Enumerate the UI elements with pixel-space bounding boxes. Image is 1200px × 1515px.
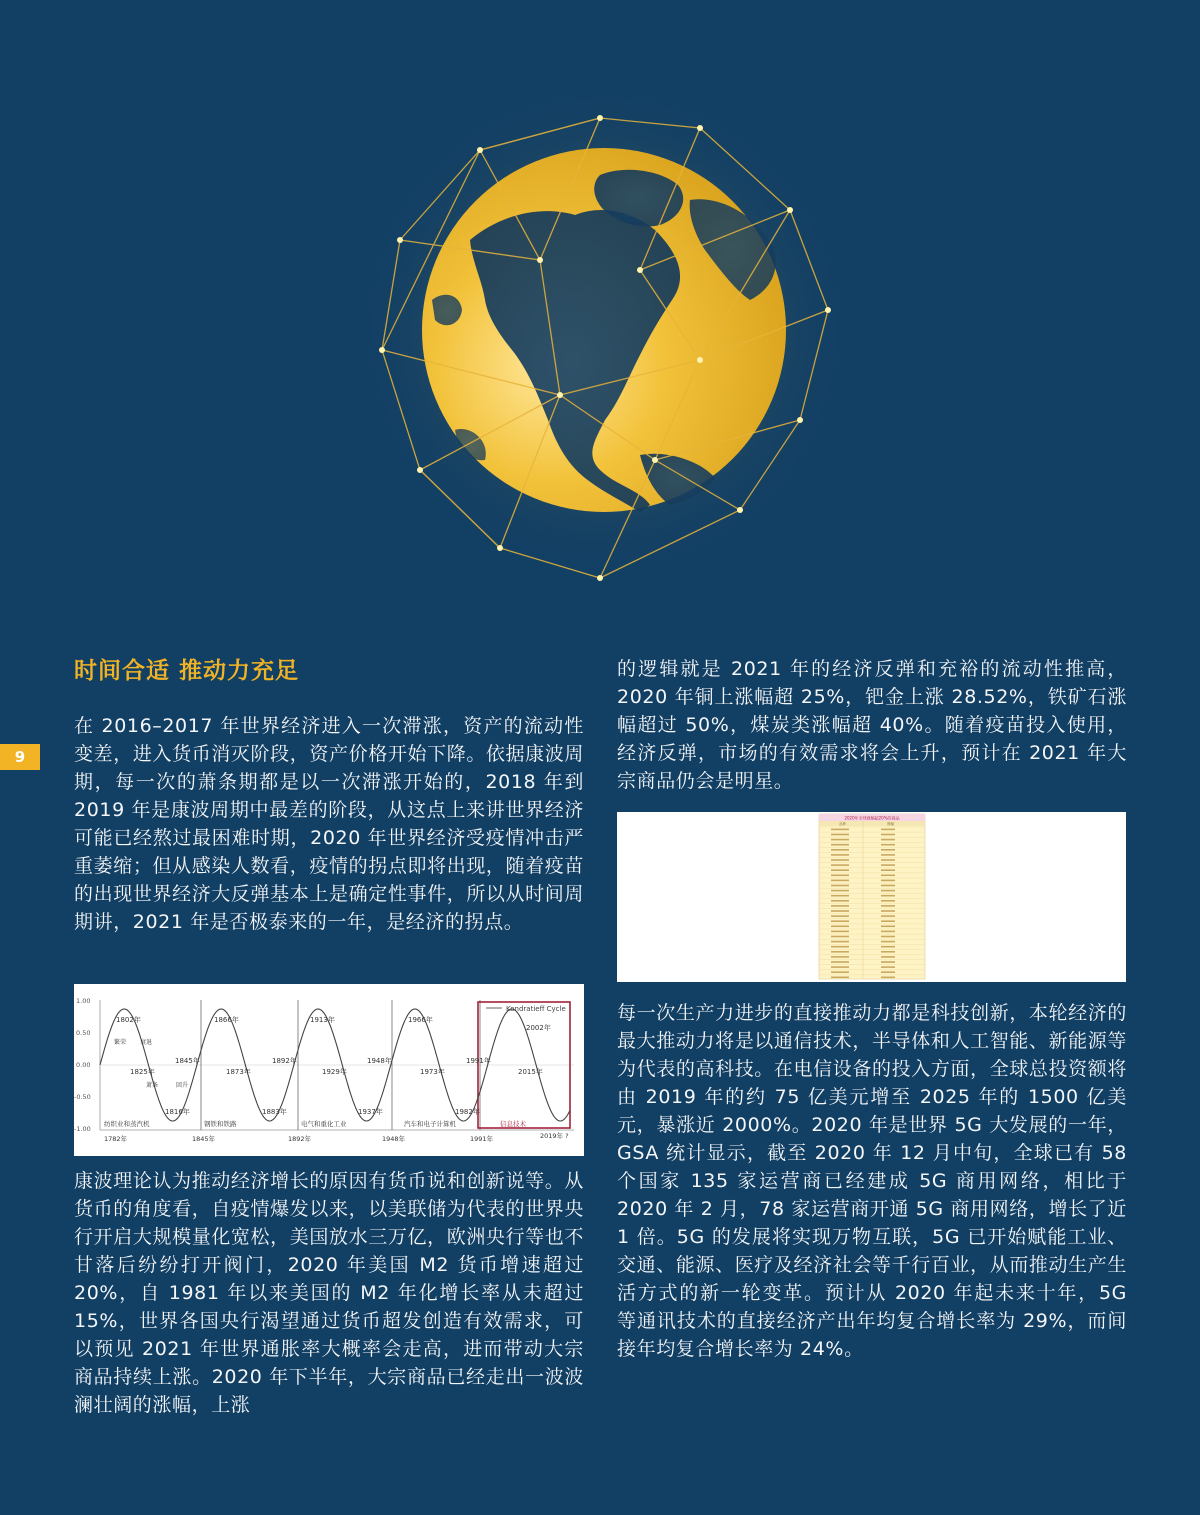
table-cell-mark [881, 869, 895, 871]
table-cell-mark [831, 900, 849, 902]
trough-label: 1982年 [455, 1108, 480, 1116]
table-cell-mark [831, 951, 849, 953]
table-cell-mark [831, 931, 849, 933]
cross-label: 1991年 [466, 1057, 491, 1065]
table-cell-mark [881, 915, 895, 917]
phase-label: 回升 [176, 1082, 189, 1089]
y-tick: -1.00 [74, 1125, 91, 1133]
table-cell-mark [881, 920, 895, 922]
paragraph-tech-innovation: 每一次生产力进步的直接推动力都是科技创新，本轮经济的最大推动力将是以通信技术，半导体和人工智能、新能源等为代表的高科技。在电信设备的投入方面，全球总投资额将由 2019 年的约 75 亿美元增至 2025 年的 1500 亿美元，暴涨近 2000%。2020 年是世界 5G 大发展的一年，GSA 统计显示，截至 2020 年 12 月中旬，全球已有 58 个国家 135 家运营商已经建成 5G 商用网络，相比于 2020 年 2 月，78 家运营商开通 5G 商用网络，增长了近 1 倍。5G 的发展将实现万物互联，5G 已开始赋能工业、交通、能源、医疗及经济社会等千行百业，从而推动生产生活方式的新一轮变革。预计从 2020 年起未来十年，5G 等通讯技术的直接经济产出年均复合增长率为 29%，而间接年均复合增长率为 24%。 [617, 1002, 1127, 1360]
table-cell-mark [831, 971, 849, 973]
era-label: 电气和重化工业 [301, 1120, 347, 1128]
era-label: 钢铁和铁路 [204, 1120, 237, 1128]
table-cell-mark [881, 926, 895, 928]
table-cell-mark [881, 849, 895, 851]
cross-label: 1892年 [272, 1057, 297, 1065]
table-cell-mark [831, 905, 849, 907]
table-header: 品种 [839, 822, 846, 826]
table-cell-mark [831, 844, 849, 846]
table-cell-mark [881, 834, 895, 836]
x-tick: 1892年 [288, 1135, 312, 1143]
legend-label: Kondratieff Cycle [506, 1005, 566, 1013]
table-cell-mark [831, 890, 849, 892]
y-tick: -0.50 [74, 1093, 91, 1101]
page-number: 9 [0, 744, 40, 770]
phase-label: 萧条 [146, 1082, 159, 1089]
table-cell-mark [881, 859, 895, 861]
peak-label: 1802年 [116, 1016, 141, 1024]
table-cell-mark [831, 864, 849, 866]
table-cell-mark [831, 869, 849, 871]
table-header: 涨幅 [887, 822, 894, 826]
table-cell-mark [831, 915, 849, 917]
cross-label: 1929年 [322, 1068, 347, 1076]
table-cell-mark [881, 875, 895, 877]
table-cell-mark [881, 890, 895, 892]
trough-label: 1883年 [262, 1108, 287, 1116]
peak-label: 1966年 [408, 1016, 433, 1024]
cross-label: 2015年 [518, 1068, 543, 1076]
table-cell-mark [881, 829, 895, 831]
table-cell-mark [881, 951, 895, 953]
era-label: 纺织业和蒸汽机 [104, 1120, 150, 1128]
table-cell-mark [881, 895, 895, 897]
paragraph-commodity-logic: 的逻辑就是 2021 年的经济反弹和充裕的流动性推高，2020 年铜上涨幅超 25%，钯金上涨 28.52%，铁矿石涨幅超过 50%，煤炭类涨幅超 40%。随着疫苗投入使用，经济反弹，市场的有效需求将会上升，预计在 2021 年大宗商品仍会是明星。 [617, 658, 1127, 792]
table-cell-mark [831, 946, 849, 948]
trough-label: 1816年 [165, 1108, 190, 1116]
peak-label: 1866年 [214, 1016, 239, 1024]
hero-globe-illustration [0, 0, 1200, 620]
table-cell-mark [831, 956, 849, 958]
table-cell-mark [831, 839, 849, 841]
table-cell-mark [881, 977, 895, 979]
cross-label: 1948年 [367, 1057, 392, 1065]
table-cell-mark [831, 829, 849, 831]
table-cell-mark [881, 839, 895, 841]
table-cell-mark [831, 895, 849, 897]
commodity-table-figure [617, 812, 1126, 982]
phase-label: 繁荣 [114, 1039, 127, 1046]
table-cell-mark [881, 900, 895, 902]
table-cell-mark [831, 875, 849, 877]
y-tick: 0.50 [76, 1029, 91, 1037]
table-cell-mark [881, 956, 895, 958]
table-cell-mark [881, 971, 895, 973]
section-heading: 时间合适 推动力充足 [74, 658, 300, 684]
table-cell-mark [881, 961, 895, 963]
cross-label: 1873年 [226, 1068, 251, 1076]
x-tick: 1782年 [104, 1135, 128, 1143]
table-cell-mark [881, 910, 895, 912]
x-tick: 1991年 [470, 1135, 494, 1143]
table-cell-mark [881, 936, 895, 938]
table-cell-mark [881, 946, 895, 948]
table-cell-mark [831, 977, 849, 979]
table-cell-mark [881, 941, 895, 943]
table-cell-mark [881, 905, 895, 907]
table-cell-mark [831, 859, 849, 861]
table-cell-mark [831, 941, 849, 943]
paragraph-kondratieff-intro: 在 2016–2017 年世界经济进入一次滞涨，资产的流动性变差，进入货币消灭阶段，资产价格开始下降。依据康波周期，每一次的萧条期都是以一次滞涨开始的，2018 年到 2019 年是康波周期中最差的阶段，从这点上来讲世界经济可能已经熬过最困难时期，2020 年世界经济受疫情冲击严重萎缩；但从感染人数看，疫情的拐点即将出现，随着疫苗的出现世界经济大反弹基本上是确定性事件，所以从时间周期讲，2021 年是否极泰来的一年，是经济的拐点。 [74, 715, 584, 933]
kondratieff-cycle-figure [74, 984, 584, 1156]
table-cell-mark [881, 864, 895, 866]
table-cell-mark [881, 844, 895, 846]
table-cell-mark [881, 931, 895, 933]
table-header-row [819, 821, 925, 826]
paragraph-monetary-view: 康波理论认为推动经济增长的原因有货币说和创新说等。从货币的角度看，自疫情爆发以来，以美联储为代表的世界央行开启大规模量化宽松，美国放水三万亿，欧洲央行等也不甘落后纷纷打开阀门，2020 年美国 M2 货币增速超过 20%，自 1981 年以来美国的 M2 年化增长率从未超过 15%，世界各国央行渴望通过货币超发创造有效需求，可以预见 2021 年世界通胀率大概率会走高，进而带动大宗商品持续上涨。2020 年下半年，大宗商品已经走出一波波澜壮阔的涨幅，上涨 [74, 1170, 584, 1416]
x-tick: 1948年 [382, 1135, 406, 1143]
table-cell-mark [881, 966, 895, 968]
table-cell-mark [831, 834, 849, 836]
table-cell-mark [831, 880, 849, 882]
y-tick: 0.00 [76, 1061, 91, 1069]
cross-label: 1973年 [420, 1068, 445, 1076]
table-cell-mark [881, 880, 895, 882]
table-cell-mark [831, 936, 849, 938]
table-cell-mark [831, 849, 849, 851]
x-tick: 2019年 ? [540, 1132, 569, 1140]
peak-label: 2002年 [526, 1024, 551, 1032]
table-cell-mark [831, 910, 849, 912]
peak-label: 1913年 [310, 1016, 335, 1024]
table-cell-mark [831, 920, 849, 922]
table-cell-mark [881, 854, 895, 856]
table-title: 2020年全球涨幅超20%的商品 [844, 815, 900, 821]
y-tick: 1.00 [76, 997, 91, 1005]
phase-label: 衰退 [140, 1039, 153, 1046]
table-cell-mark [831, 854, 849, 856]
era-label: 信息技术 [500, 1120, 526, 1128]
table-cell-mark [831, 926, 849, 928]
cross-label: 1845年 [175, 1057, 200, 1065]
cross-label: 1825年 [130, 1068, 155, 1076]
x-tick: 1845年 [192, 1135, 216, 1143]
era-label: 汽车和电子计算机 [404, 1120, 456, 1128]
trough-label: 1937年 [358, 1108, 383, 1116]
table-cell-mark [831, 885, 849, 887]
table-cell-mark [831, 961, 849, 963]
table-cell-mark [831, 966, 849, 968]
table-cell-mark [881, 885, 895, 887]
